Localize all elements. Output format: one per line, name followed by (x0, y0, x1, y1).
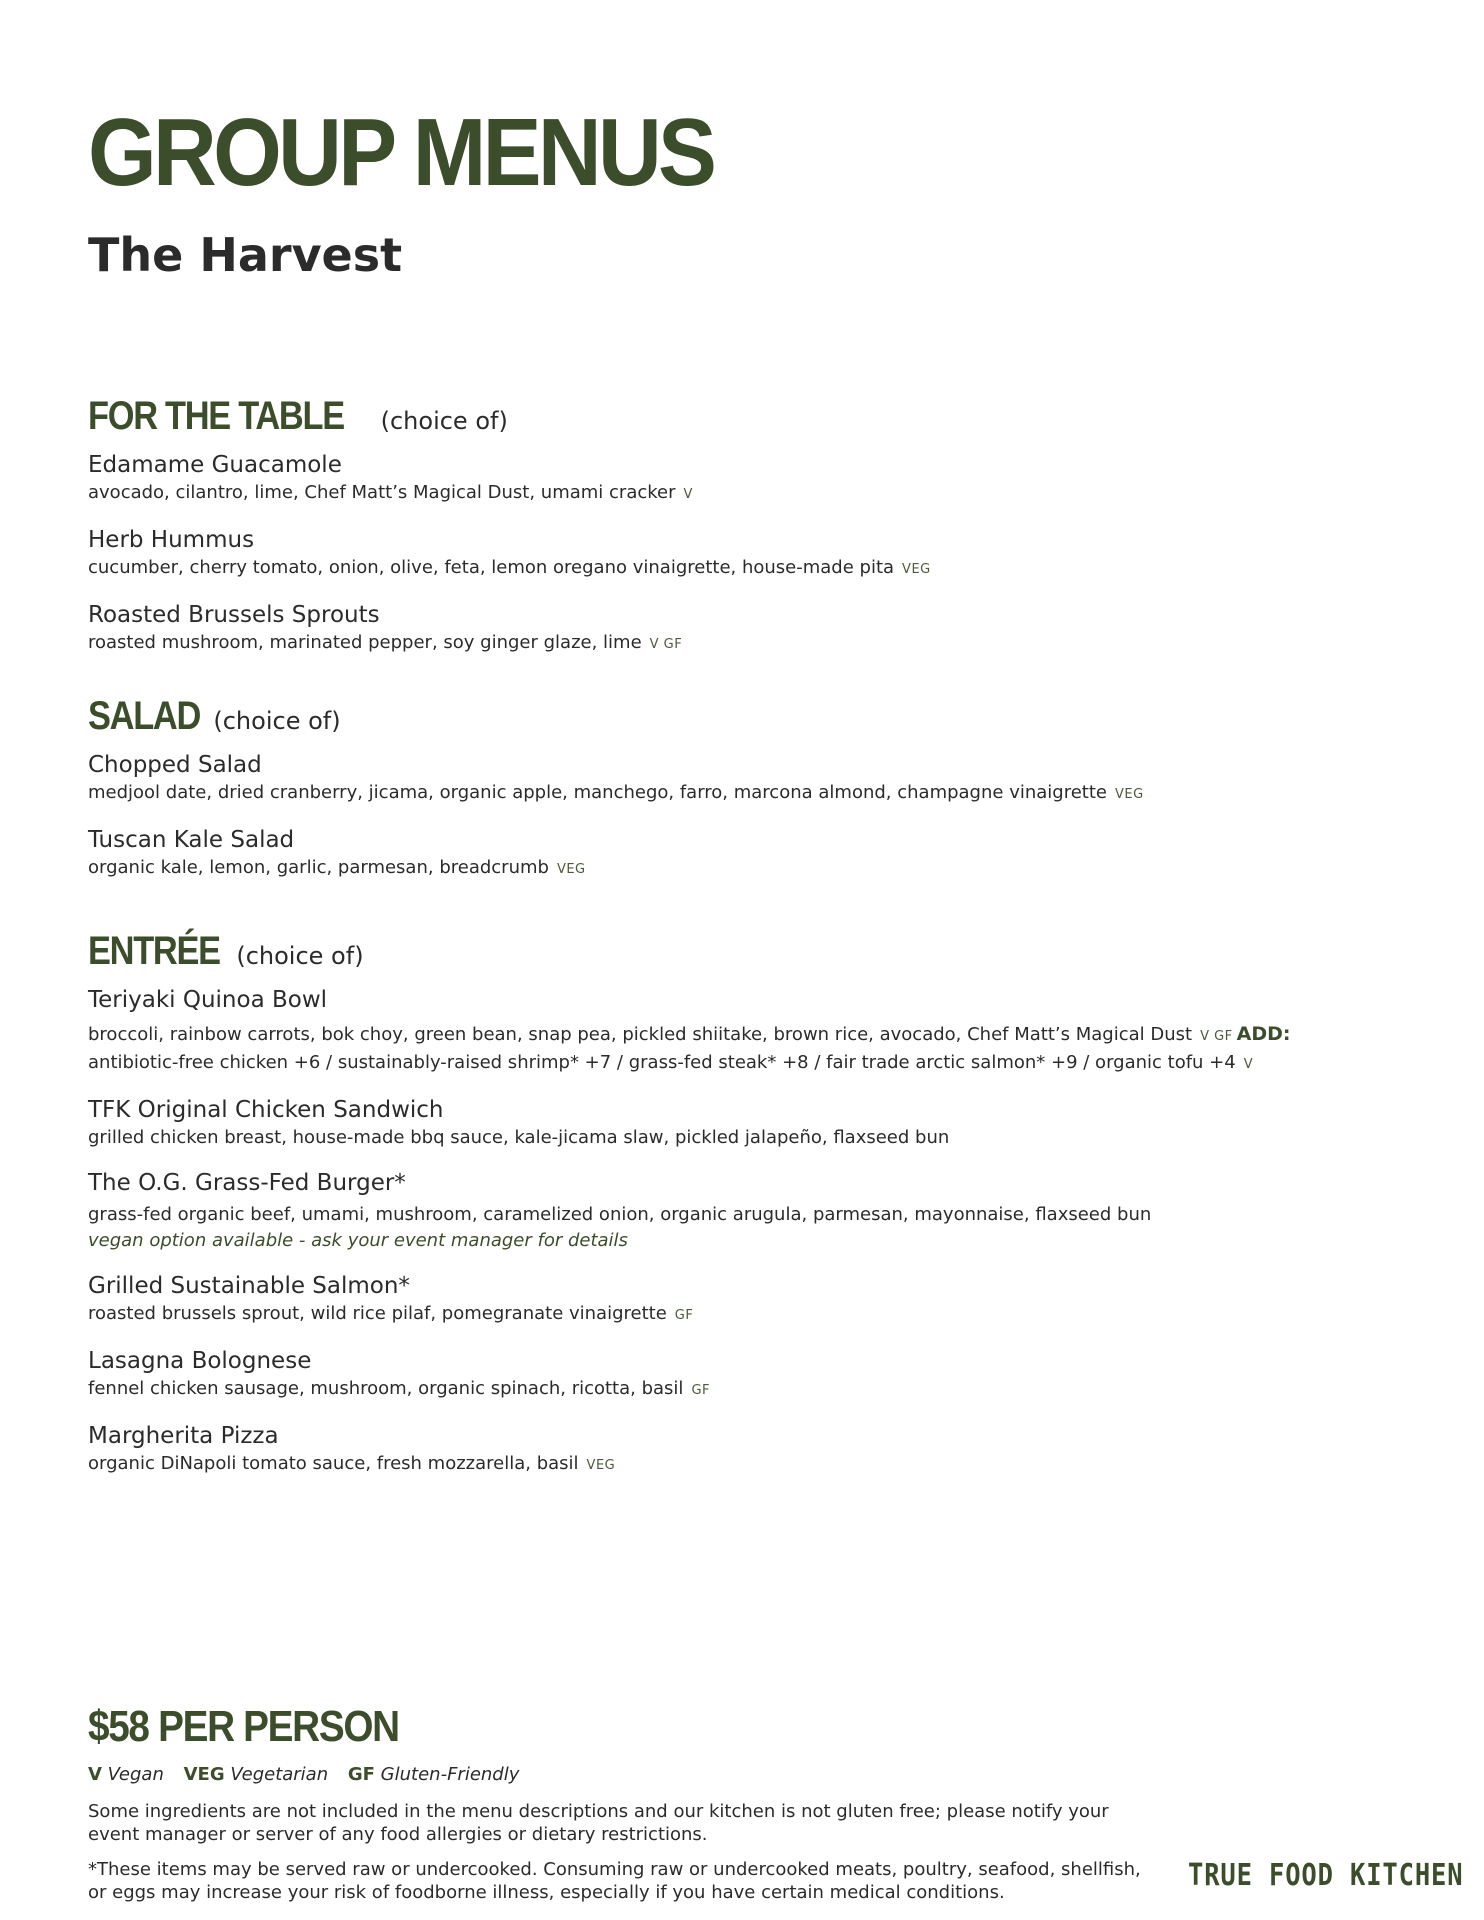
item-name: TFK Original Chicken Sandwich (88, 1097, 444, 1123)
section-entree (88, 931, 1418, 1496)
item-description: cucumber, cherry tomato, onion, olive, feta, lemon oregano vinaigrette, house-made pita VEG (88, 557, 931, 578)
menu-item (88, 825, 1418, 883)
legend-label: Gluten-Friendly (380, 1764, 520, 1785)
item-description: fennel chicken sausage, mushroom, organic spinach, ricotta, basil GF (88, 1378, 710, 1399)
item-name: Chopped Salad (88, 752, 262, 778)
menu-item (88, 450, 1418, 508)
diet-tag: V GF (649, 637, 683, 652)
legend-code: VEG (183, 1764, 225, 1785)
menu-name: The Harvest (88, 228, 403, 282)
menu-item (88, 1346, 1418, 1404)
section-heading (88, 931, 1418, 971)
vegan-option-note: vegan option available - ask your event manager for details (88, 1230, 628, 1251)
item-name: Margherita Pizza (88, 1423, 279, 1449)
item-name: Herb Hummus (88, 527, 255, 553)
diet-legend (88, 1764, 533, 1785)
item-name: Tuscan Kale Salad (88, 827, 295, 853)
add-on-options: antibiotic-free chicken +6 / sustainably-raised shrimp* +7 / grass-fed steak* +8 / fair trade arctic salmon* +9 / organic tofu +4 V (88, 1052, 1254, 1073)
allergy-disclaimer: Some ingredients are not included in the menu descriptions and our kitchen is not gluten free; please notify your event manager or server of any food allergies or dietary restrictions. (88, 1801, 1109, 1845)
item-description: roasted brussels sprout, wild rice pilaf, pomegranate vinaigrette GF (88, 1303, 694, 1324)
item-description: grilled chicken breast, house-made bbq sauce, kale-jicama slaw, pickled jalapeño, flaxseed bun (88, 1127, 950, 1148)
section-heading (88, 396, 1418, 436)
item-description: medjool date, dried cranberry, jicama, organic apple, manchego, farro, marcona almond, champagne vinaigrette VEG (88, 782, 1144, 803)
item-name: Teriyaki Quinoa Bowl (88, 987, 328, 1013)
menu-item (88, 525, 1418, 583)
section-note: (choice of) (236, 942, 364, 970)
legend-code: V (88, 1764, 102, 1785)
section-note: (choice of) (213, 707, 341, 735)
menu-item (88, 600, 1418, 658)
section-salad (88, 696, 1418, 900)
legend-label: Vegetarian (230, 1764, 329, 1785)
diet-tag: V GF (1200, 1029, 1233, 1044)
item-description: avocado, cilantro, lime, Chef Matt’s Magical Dust, umami cracker V (88, 482, 693, 503)
item-name: The O.G. Grass-Fed Burger* (88, 1170, 406, 1196)
section-for-the-table (88, 396, 1418, 675)
section-title: SALAD (88, 694, 201, 738)
diet-tag: V (1243, 1057, 1254, 1072)
diet-tag: VEG (556, 862, 586, 877)
item-name: Roasted Brussels Sprouts (88, 602, 380, 628)
add-label: ADD: (1236, 1023, 1291, 1045)
item-name: Lasagna Bolognese (88, 1348, 312, 1374)
diet-tag: VEG (586, 1458, 616, 1473)
legend-code: GF (347, 1764, 375, 1785)
item-description: organic kale, lemon, garlic, parmesan, breadcrumb VEG (88, 857, 586, 878)
item-name: Grilled Sustainable Salmon* (88, 1273, 410, 1299)
menu-item (88, 1168, 1418, 1254)
item-description: broccoli, rainbow carrots, bok choy, green bean, snap pea, pickled shiitake, brown rice, avocado, Chef Matt’s Magical Dust V GF ADD: (88, 1023, 1291, 1045)
menu-item (88, 1271, 1418, 1329)
page-title: GROUP MENUS (88, 99, 714, 206)
menu-item (88, 985, 1418, 1078)
diet-tag: VEG (1114, 787, 1144, 802)
diet-tag: GF (674, 1308, 694, 1323)
menu-item (88, 1421, 1418, 1479)
raw-food-disclaimer: *These items may be served raw or undercooked. Consuming raw or undercooked meats, poultry, seafood, shellfish, or eggs may increase your risk of foodborne illness, especially if you have certain medical conditions. (88, 1859, 1141, 1903)
item-description: roasted mushroom, marinated pepper, soy ginger glaze, lime V GF (88, 632, 683, 653)
diet-tag: V (683, 487, 693, 502)
section-title: FOR THE TABLE (88, 394, 344, 438)
section-title: ENTRÉE (88, 929, 220, 973)
item-description: organic DiNapoli tomato sauce, fresh mozzarella, basil VEG (88, 1453, 616, 1474)
diet-tag: VEG (902, 562, 931, 577)
diet-tag: GF (691, 1383, 710, 1398)
price-per-person: $58 PER PERSON (88, 1702, 399, 1751)
legend-label: Vegan (107, 1764, 164, 1785)
brand-logo: TRUE FOOD KITCHEN (1188, 1858, 1464, 1893)
section-note: (choice of) (380, 407, 508, 435)
menu-item (88, 1095, 1418, 1151)
item-description: grass-fed organic beef, umami, mushroom, caramelized onion, organic arugula, parmesan, mayonnaise, flaxseed bun (88, 1204, 1152, 1225)
menu-item (88, 750, 1418, 808)
section-heading (88, 696, 1418, 736)
item-name: Edamame Guacamole (88, 452, 342, 478)
